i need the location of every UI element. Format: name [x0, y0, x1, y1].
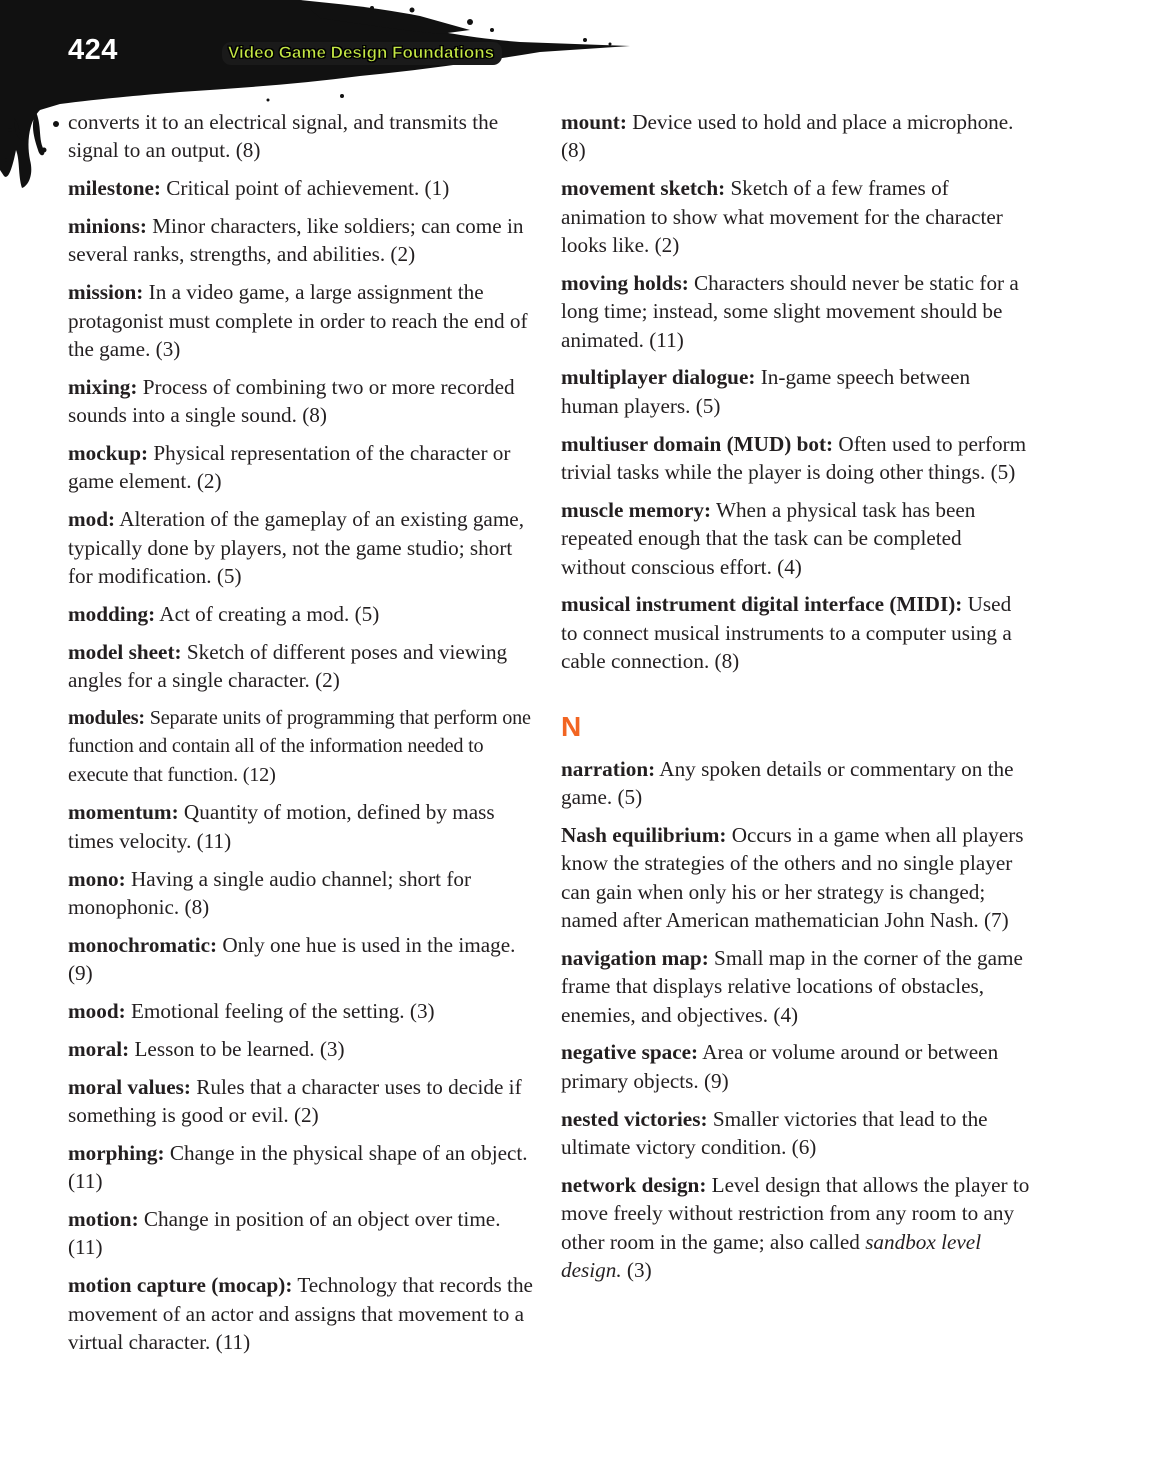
glossary-definition: Minor characters, like soldiers; can come in several ranks, strengths, and abilities. (2) — [68, 214, 524, 267]
glossary-entry — [561, 590, 1031, 675]
glossary-term: multiplayer dialogue: — [561, 365, 756, 390]
glossary-definition: Only one hue is used in the image. (9) — [68, 932, 516, 986]
glossary-term: moral values: — [68, 1074, 191, 1099]
glossary-term: morphing: — [68, 1140, 165, 1165]
glossary-column-left — [68, 108, 536, 1366]
glossary-definition: Quantity of motion, defined by mass times velocity. (11) — [68, 800, 495, 853]
glossary-definition: In a video game, a large assignment the protagonist must complete in order to reach the end of the game. (3) — [68, 280, 528, 362]
glossary-entry — [561, 944, 1031, 1029]
glossary-entry — [68, 1073, 536, 1130]
glossary-term: mono: — [68, 866, 126, 891]
glossary-entry — [561, 108, 1031, 165]
glossary-entry — [561, 755, 1031, 812]
glossary-entry — [68, 997, 536, 1025]
glossary-entry — [68, 505, 536, 590]
glossary-term: Nash equilibrium: — [561, 822, 727, 847]
glossary-definition: Occurs in a game when all players know the strategies of the others and no single player can gain when only his or her strategy is changed; named after American mathematician John Nash. (7) — [561, 822, 1024, 933]
glossary-definition: Any spoken details or commentary on the game. (5) — [561, 756, 1014, 810]
glossary-entry — [561, 1171, 1031, 1285]
glossary-term: modding: — [68, 601, 156, 626]
glossary-entry — [561, 1038, 1031, 1095]
glossary-term: minions: — [68, 214, 147, 238]
glossary-term: motion capture (mocap): — [68, 1273, 293, 1298]
glossary-definition: Used to connect musical instruments to a computer using a cable connection. (8) — [561, 592, 1012, 674]
glossary-term: network design: — [561, 1172, 707, 1197]
glossary-term: mission: — [68, 280, 144, 305]
glossary-definition: Critical point of achievement. (1) — [160, 176, 450, 201]
glossary-definition: Smaller victories that lead to the ultimate victory condition. (6) — [561, 1106, 988, 1160]
glossary-term: negative space: — [561, 1040, 699, 1065]
glossary-definition: Characters should never be static for a long time; instead, some slight movement should be animated. (11) — [561, 270, 1019, 352]
glossary-entry — [561, 363, 1031, 420]
glossary-definition: Sketch of a few frames of animation to show what movement for the character looks like. (2) — [561, 176, 1003, 258]
glossary-term: musical instrument digital interface (MIDI): — [561, 592, 963, 617]
glossary-definition: Technology that records the movement of an actor and assigns that movement to a virtual character. (11) — [68, 1273, 533, 1355]
glossary-definition: In-game speech between human players. (5) — [561, 365, 971, 418]
glossary-entry — [68, 1139, 536, 1196]
glossary-term: multiuser domain (MUD) bot: — [561, 431, 834, 456]
glossary-entry — [561, 430, 1031, 487]
glossary-definition: Separate units of programming that perform one function and contain all of the information needed to execute that function. (12) — [68, 706, 531, 786]
glossary-term: mockup: — [68, 441, 149, 466]
glossary-term: milestone: — [68, 176, 161, 201]
glossary-entry — [561, 496, 1031, 581]
glossary-term: nested victories: — [561, 1106, 708, 1131]
glossary-entry — [68, 1035, 536, 1063]
glossary-entry — [561, 269, 1031, 354]
glossary-term: moving holds: — [561, 270, 689, 295]
glossary-term: navigation map: — [561, 945, 709, 970]
glossary-term: moral: — [68, 1036, 130, 1061]
glossary-term: muscle memory: — [561, 497, 712, 522]
glossary-entry — [68, 108, 536, 165]
glossary-term: momentum: — [68, 800, 179, 825]
glossary-entry — [68, 439, 536, 496]
glossary-term: mood: — [68, 999, 126, 1024]
glossary-definition: Device used to hold and place a microphone. (8) — [561, 110, 1014, 163]
glossary-entry — [68, 638, 536, 695]
glossary-entry — [561, 1105, 1031, 1162]
glossary-entry — [68, 278, 536, 363]
glossary-term: mixing: — [68, 374, 138, 399]
glossary-term: motion: — [68, 1207, 139, 1232]
glossary-definition: Sketch of different poses and viewing angles for a single character. (2) — [68, 639, 508, 693]
glossary-definition: Change in the physical shape of an object. (11) — [68, 1140, 528, 1194]
glossary-definition: Act of creating a mod. (5) — [155, 601, 380, 626]
glossary-entry — [561, 174, 1031, 259]
glossary-italic-term: sandbox level design. — [561, 1229, 982, 1283]
glossary-entry — [68, 798, 536, 855]
glossary-definition: converts it to an electrical signal, and transmits the signal to an output. (8) — [68, 110, 499, 163]
glossary-term: monochromatic: — [68, 932, 218, 957]
glossary-entry — [68, 600, 536, 628]
glossary-definition: Often used to perform trivial tasks while the player is doing other things. (5) — [561, 431, 1027, 485]
glossary-definition: Having a single audio channel; short for monophonic. (8) — [68, 866, 472, 920]
glossary-entry — [68, 865, 536, 922]
glossary-term: mod: — [68, 507, 116, 532]
glossary-entry — [68, 931, 536, 988]
glossary-entry — [68, 174, 536, 202]
page-number: 424 — [68, 34, 118, 66]
glossary-entry — [68, 212, 536, 269]
glossary-term: modules: — [68, 706, 145, 729]
glossary-entry — [68, 704, 536, 789]
book-title-banner: Video Game Design Foundations — [222, 42, 502, 65]
glossary-definition: Level design that allows the player to move freely without restriction from any room to any other room in the game; also called — [561, 1172, 1030, 1254]
glossary-term: model sheet: — [68, 639, 182, 664]
glossary-entry — [561, 821, 1031, 935]
glossary-entry — [68, 373, 536, 430]
glossary-term: narration: — [561, 756, 656, 781]
glossary-definition: Emotional feeling of the setting. (3) — [125, 999, 435, 1024]
glossary-definition: Lesson to be learned. (3) — [129, 1036, 345, 1061]
glossary-definition: When a physical task has been repeated enough that the task can be completed without conscious effort. (4) — [561, 497, 976, 579]
glossary-column-right — [561, 108, 1031, 1294]
glossary-definition: Change in position of an object over time. (11) — [68, 1207, 501, 1260]
section-letter-n: N — [561, 710, 582, 742]
glossary-entry — [68, 1205, 536, 1262]
glossary-definition: Small map in the corner of the game frame that displays relative locations of obstacles, enemies, and objectives. (4) — [561, 945, 1023, 1027]
glossary-entry — [68, 1271, 536, 1356]
glossary-definition: Rules that a character uses to decide if something is good or evil. (2) — [68, 1074, 522, 1128]
glossary-definition: Physical representation of the character or game element. (2) — [68, 441, 511, 494]
glossary-chapter-ref: (3) — [621, 1258, 652, 1283]
glossary-term: movement sketch: — [561, 176, 726, 201]
glossary-definition: Process of combining two or more recorded sounds into a single sound. (8) — [68, 374, 515, 428]
glossary-definition: Alteration of the gameplay of an existing game, typically done by players, not the game studio; short for modification. (5) — [68, 507, 525, 589]
glossary-term: mount: — [561, 110, 627, 134]
glossary-definition: Area or volume around or between primary objects. (9) — [561, 1040, 999, 1093]
